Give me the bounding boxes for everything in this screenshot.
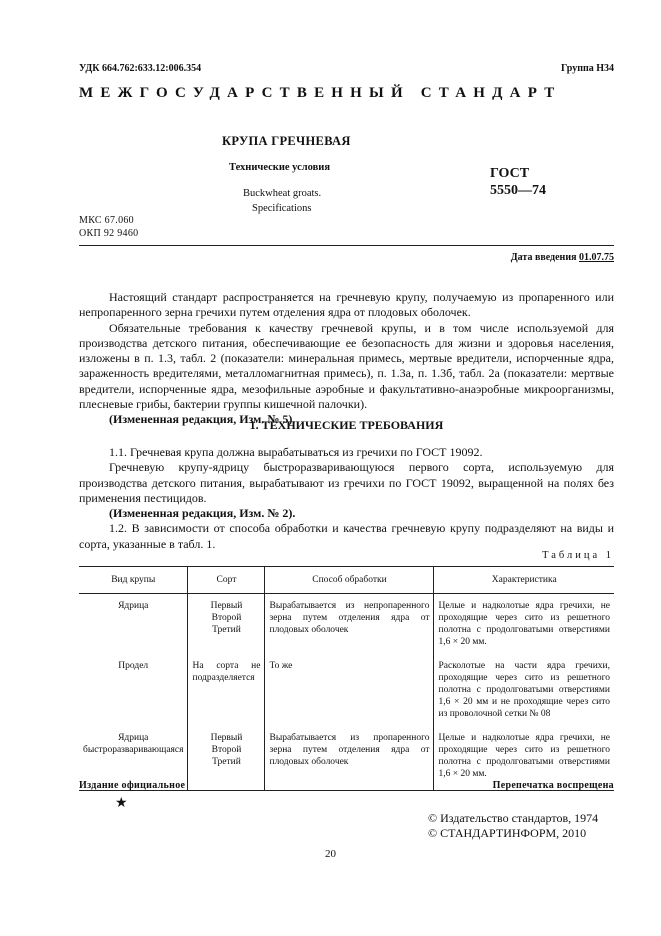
table-cell-characteristic: Целые и надколотые ядра гречихи, не проходящие через сито из решетного полотна с продолговатыми отверстиями 1,6 × 20 мм. [434, 726, 614, 791]
table-cell-grade: На сорта не подразделяется [188, 654, 265, 726]
udk-code: УДК 664.762:633.12:006.354 [79, 63, 202, 74]
gost-label: ГОСТ [490, 166, 530, 181]
table-cell-method: Вырабатывается из непропаренного зерна путем отделения ядра от плодовых оболочек [265, 594, 434, 655]
intro-date [511, 252, 614, 263]
intro-paragraph-1: Настоящий стандарт распространяется на гречневую крупу, получаемую из пропаренного или непропаренного зерна гречихи путем отделения ядра от плодовых оболочек. [79, 290, 614, 320]
standard-type-heading: МЕЖГОСУДАРСТВЕННЫЙ СТАНДАРТ [79, 85, 562, 101]
header-divider [79, 245, 614, 246]
table-header: Способ обработки [265, 567, 434, 594]
table-header: Сорт [188, 567, 265, 594]
classification-codes [79, 214, 138, 240]
okp-code: ОКП 92 9460 [79, 228, 139, 239]
gost-number-block [490, 165, 546, 199]
table-header: Характеристика [434, 567, 614, 594]
group-code: Группа Н34 [561, 63, 614, 74]
reprint-prohibited-label: Перепечатка воспрещена [492, 780, 614, 791]
clause-1-1: 1.1. Гречневая крупа должна вырабатываться из гречихи по ГОСТ 19092. [109, 445, 483, 459]
section-title: 1. ТЕХНИЧЕСКИЕ ТРЕБОВАНИЯ [249, 418, 444, 432]
table-row [79, 594, 614, 655]
english-subtitle: Specifications [252, 203, 312, 214]
table-cell-grade: Первый Второй Третий [188, 726, 265, 791]
amendment-note-2: (Измененная редакция, Изм. № 2). [109, 506, 296, 521]
table-cell-type: Продел [118, 661, 149, 671]
star-icon: ★ [115, 796, 128, 811]
table-cell-method: Вырабатывается из пропаренного зерна путем отделения ядра от плодовых оболочек [265, 726, 434, 791]
document-subtitle: Технические условия [229, 162, 331, 173]
copyright-line-1: © Издательство стандартов, 1974 [428, 811, 599, 825]
document-title: КРУПА ГРЕЧНЕВАЯ [222, 134, 351, 148]
table-cell-grade: Первый Второй Третий [188, 594, 265, 655]
clause-1-1-detail: Гречневую крупу-ядрицу быстроразваривающуюся первого сорта, используемую для производства детского питания, вырабатывают из гречихи по ГОСТ 19092, выращенной на полях без применения пестицидов. [79, 460, 614, 505]
table-cell-method: То же [265, 654, 434, 726]
intro-date-label: Дата введения [510, 252, 577, 263]
mks-code: МКС 67.060 [79, 215, 134, 226]
table-cell-characteristic: Расколотые на части ядра гречихи, проходящие через сито из решетного полотна с продолговатыми отверстиями 1,6 × 20 мм и не проходящие через сито из проволочной сетки № 08 [434, 654, 614, 726]
english-title: Buckwheat groats. [243, 188, 322, 199]
table-label: Таблица 1 [542, 550, 614, 561]
copyright-line-2: © СТАНДАРТИНФОРМ, 2010 [428, 826, 587, 840]
table-row [79, 654, 614, 726]
amendment-note-5: (Измененная редакция, Изм. № 5). [109, 412, 296, 427]
table-cell-type: Ядрица быстроразваривающаяся [79, 726, 188, 791]
table-cell-characteristic: Целые и надколотые ядра гречихи, не проходящие через сито из решетного полотна с продолговатыми отверстиями 1,6 × 20 мм. [434, 594, 614, 655]
table-cell-type: Ядрица [118, 601, 149, 611]
intro-date-value: 01.07.75 [579, 252, 614, 263]
table-header-row [79, 567, 614, 594]
intro-paragraph-2: Обязательные требования к качеству гречневой крупы, и в том числе используемой для производства детского питания, обеспечивающие ее безопасность для жизни и здоровья населения, изложены в п. 1.3, табл. 2 (показатели: минеральная примесь, мертвые вредители, испорченные ядра, зараженность вредителями, металломагнитная примесь), п. 1.3а, п. 1.3б, табл. 2а (показатели: мертвые вредители, испорченные ядра, мезофильные аэробные и факультативно-анаэробные микроорганизмы, плесневые грибы, бактерии группы кишечной палочки). [79, 320, 614, 412]
official-edition-label: Издание официальное [79, 780, 186, 791]
clause-1-2: 1.2. В зависимости от способа обработки и качества гречневую крупу подразделяют на виды и сорта, указанные в табл. 1. [79, 521, 614, 551]
intro-text [79, 290, 614, 428]
grade-table [79, 566, 614, 791]
table-header: Вид крупы [79, 567, 188, 594]
page-number: 20 [325, 848, 336, 860]
section-text [79, 445, 614, 552]
copyright-block [428, 811, 598, 841]
gost-number: 5550—74 [490, 183, 546, 198]
